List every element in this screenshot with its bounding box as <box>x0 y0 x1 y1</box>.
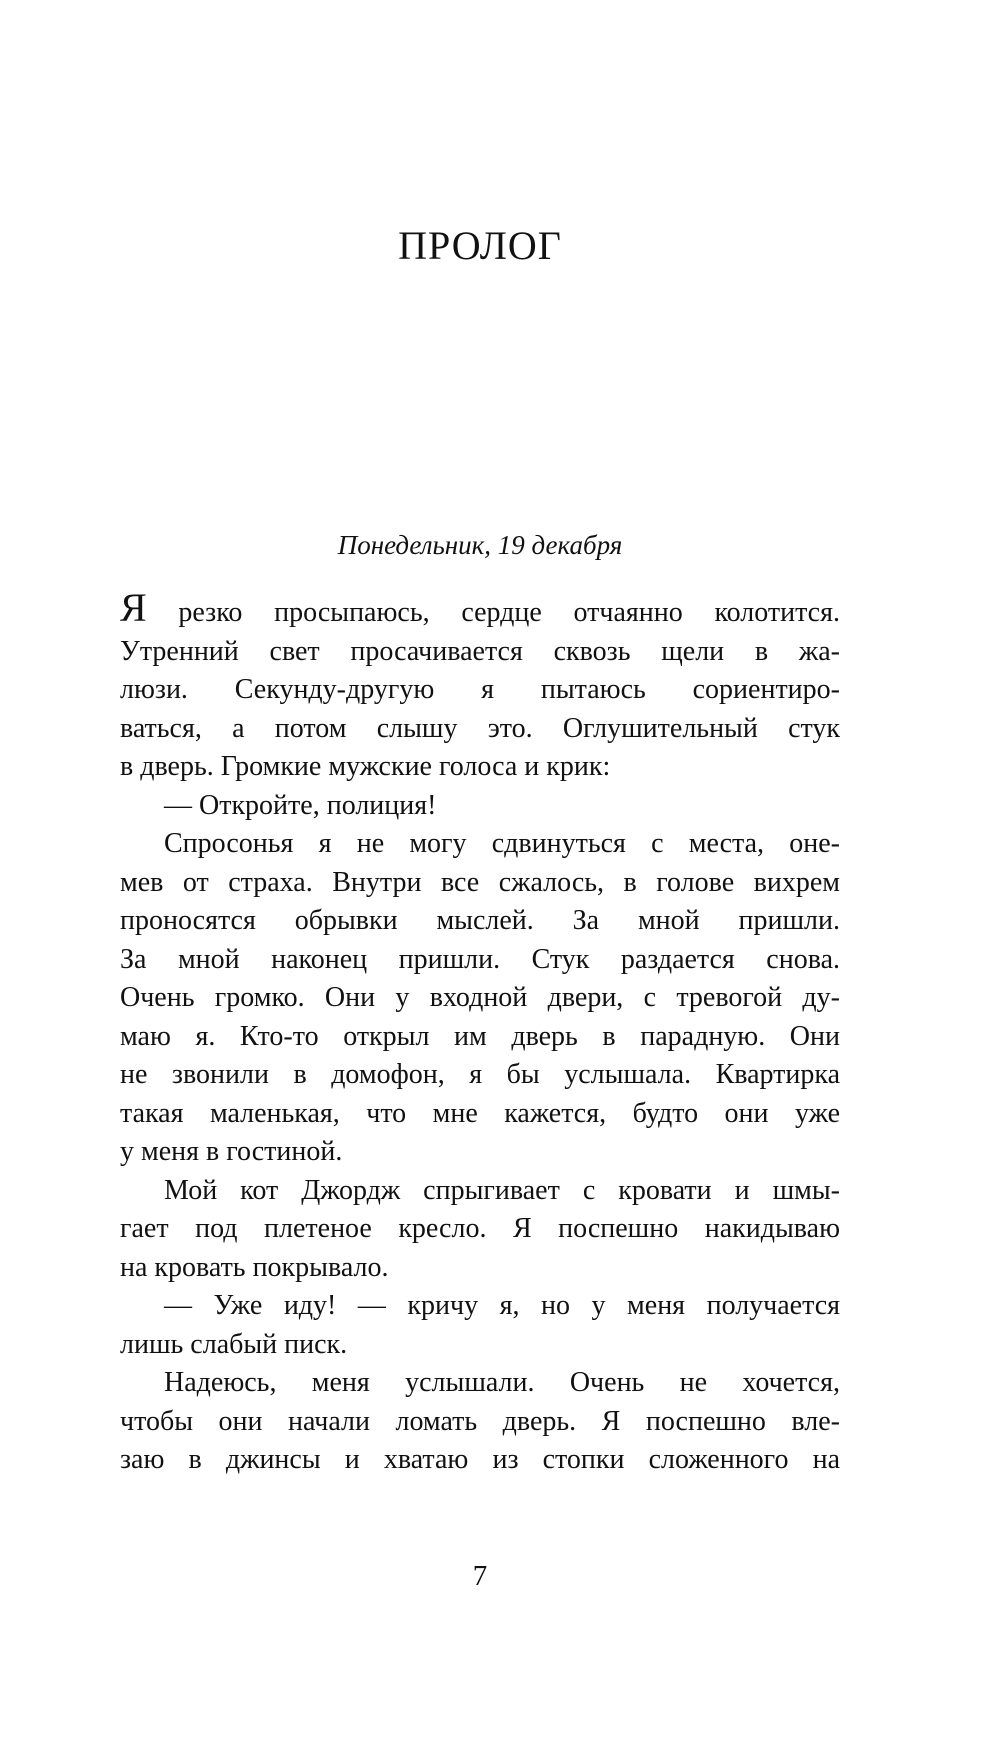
text-line: ваться, а потом слышу это. Оглушительный стук <box>120 712 840 744</box>
drop-cap: Я <box>120 585 147 630</box>
text-line: Мой кот Джордж спрыгивает с кровати и шмы- <box>164 1174 840 1206</box>
page-number: 7 <box>472 1560 488 1592</box>
chapter-title: ПРОЛОГ <box>398 223 562 268</box>
text-line: не звонили в домофон, я бы услышала. Квартирка <box>120 1059 840 1090</box>
paragraph-5 <box>120 1287 840 1364</box>
text-line: — Откройте, полиция! <box>164 789 437 821</box>
text-line: проносятся обрывки мыслей. За мной пришли. <box>120 905 840 936</box>
text-line: в дверь. Громкие мужские голоса и крик: <box>120 751 611 782</box>
paragraph-2 <box>120 787 840 826</box>
text-line: заю в джинсы и хватаю из стопки сложенного на <box>120 1444 840 1475</box>
text-line: на кровать покрывало. <box>120 1251 389 1283</box>
text-line: Очень громко. Они у входной двери, с тревогой ду- <box>120 982 840 1013</box>
text-fragment: резко просыпаюсь, сердце отчаянно колотится. <box>146 597 840 628</box>
text-line: чтобы они начали ломать дверь. Я поспешно вле- <box>120 1405 840 1437</box>
paragraph-4 <box>120 1172 840 1288</box>
text-line <box>120 585 840 633</box>
text-line: мев от страха. Внутри все сжалось, в голове вихрем <box>120 866 840 898</box>
paragraph-3 <box>120 825 840 1172</box>
text-line: лишь слабый писк. <box>120 1328 348 1360</box>
text-line: Спросонья я не могу сдвинуться с места, оне- <box>164 828 840 859</box>
text-line: маю я. Кто-то открыл им дверь в парадную. Они <box>120 1020 840 1052</box>
text-line: Утренний свет просачивается сквозь щели в жа- <box>120 635 840 667</box>
text-line: гает под плетеное кресло. Я поспешно накидываю <box>120 1213 840 1244</box>
paragraph-6 <box>120 1364 840 1480</box>
text-line: За мной наконец пришли. Стук раздается снова. <box>120 943 840 975</box>
text-line: — Уже иду! — кричу я, но у меня получается <box>164 1290 840 1321</box>
chapter-date: Понедельник, 19 декабря <box>337 530 623 560</box>
text-line: Надеюсь, меня услышали. Очень не хочется, <box>164 1367 840 1398</box>
text-line: люзи. Секунду-другую я пытаюсь сориентиро- <box>120 674 840 705</box>
paragraph-1 <box>120 585 840 787</box>
text-line: такая маленькая, что мне кажется, будто они уже <box>120 1097 840 1129</box>
body-text <box>120 585 840 1480</box>
text-line: у меня в гостиной. <box>120 1136 343 1167</box>
